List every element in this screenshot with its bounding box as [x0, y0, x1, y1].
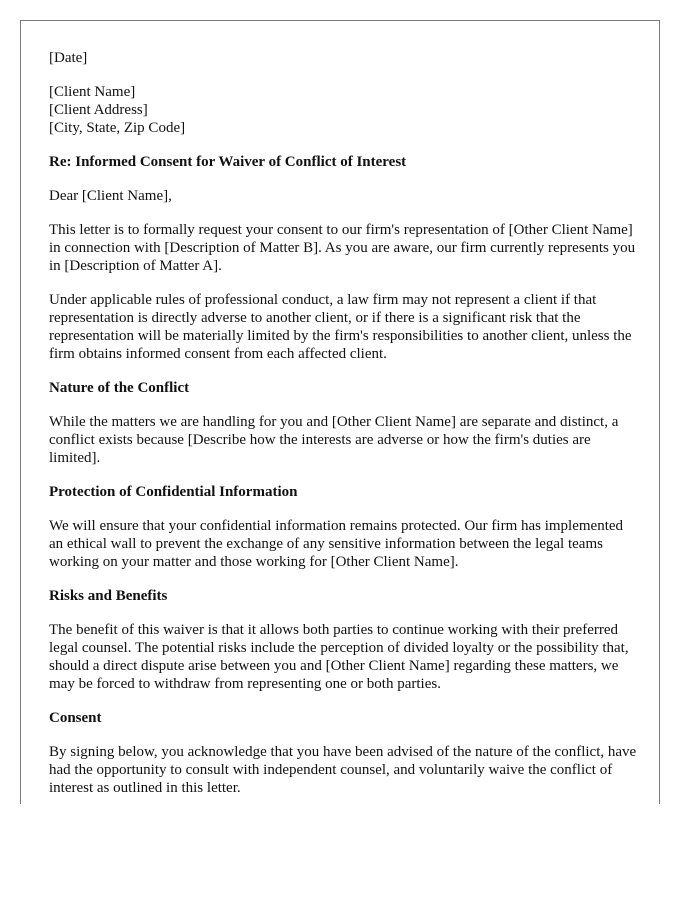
section-heading-nature: Nature of the Conflict [49, 380, 190, 396]
section-body-confidential: We will ensure that your confidential information remains protected. Our firm has implemented an ethical wall to prevent the exchange of any sensitive information between the legal teams working on your matter and those working for [Other Client Name]. [49, 518, 624, 570]
section-heading-consent: Consent [49, 710, 102, 726]
section-body-nature: While the matters we are handling for you and [Other Client Name] are separate and distinct, a conflict exists because [Describe how the interests are adverse or how the firm's duties are limited]. [49, 414, 619, 466]
section-heading-risks: Risks and Benefits [49, 588, 168, 604]
salutation: Dear [Client Name], [49, 188, 172, 204]
section-heading-confidential: Protection of Confidential Information [49, 484, 298, 500]
section-body-risks: The benefit of this waiver is that it allows both parties to continue working with their preferred legal counsel. The potential risks include the perception of divided loyalty or the possibility that, should a direct dispute arise between you and [Other Client Name] regarding these matters, we may be forced to withdraw from representing one or both parties. [49, 622, 629, 692]
letter-date: [Date] [49, 50, 88, 66]
letter-content [49, 49, 639, 804]
intro-paragraph: This letter is to formally request your consent to our firm's representation of [Other Client Name] in connection with [Description of Matter B]. As you are aware, our firm currently represents you in [Description of Matter A]. [49, 222, 636, 274]
letter-page [20, 20, 660, 804]
rules-paragraph: Under applicable rules of professional conduct, a law firm may not represent a client if that representation is directly adverse to another client, or if there is a significant risk that the representation will be materially limited by the firm's responsibilities to another client, unless the firm obtains informed consent from each affected client. [49, 292, 632, 362]
recipient-city: [City, State, Zip Code] [49, 120, 186, 136]
recipient-block [49, 83, 639, 137]
recipient-name: [Client Name] [49, 84, 136, 100]
subject-line: Re: Informed Consent for Waiver of Conflict of Interest [49, 154, 407, 170]
recipient-address: [Client Address] [49, 102, 148, 118]
section-body-consent: By signing below, you acknowledge that you have been advised of the nature of the conflict, have had the opportunity to consult with independent counsel, and voluntarily waive the conflict of interest as outlined in this letter. [49, 744, 637, 796]
